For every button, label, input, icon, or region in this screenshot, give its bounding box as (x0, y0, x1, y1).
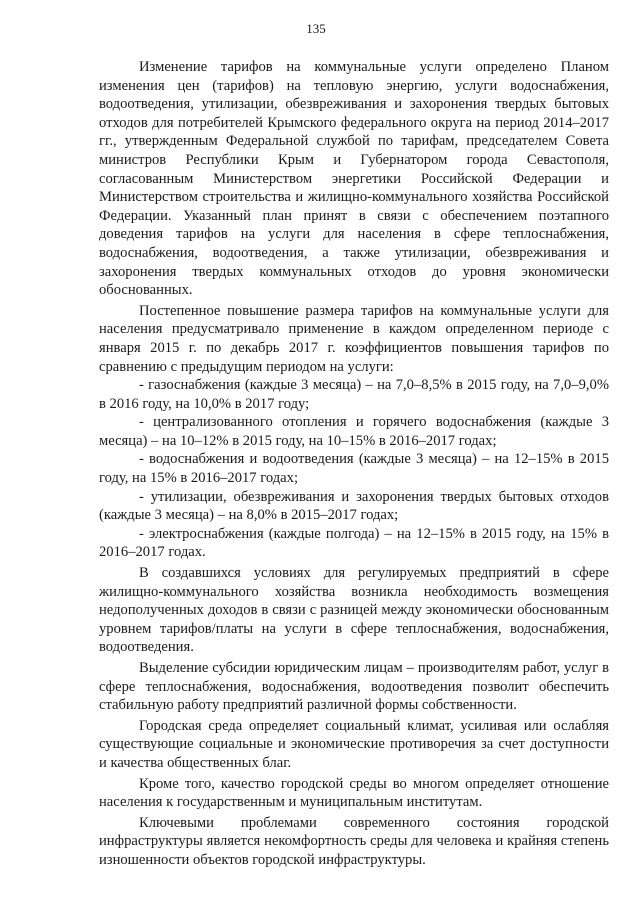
document-body (99, 58, 609, 870)
paragraph-tariff-plan: Изменение тарифов на коммунальные услуги определено Планом изменения цен (тарифов) на тепловую энергию, услуги водоснабжения, водоотведения, утилизации, обезвреживания и захоронения твердых бытовых отходов для потребителей Крымского федерального округа на период 2014–2017 гг., утвержденным Федеральной службой по тарифам, председателем Совета министров Республики Крым и Губернатором города Севастополя, согласованным Министерством энергетики Российской Федерации и Министерством строительства и жилищно-коммунального хозяйства Российской Федерации. Указанный план принят в связи с обеспечением поэтапного доведения тарифов на услуги для населения в сфере теплоснабжения, водоснабжения, водоотведения, а также утилизации, обезвреживания и захоронения твердых коммунальных отходов до уровня экономически обоснованных. (99, 59, 609, 299)
list-item-water: - водоснабжения и водоотведения (каждые 3 месяца) – на 12–15% в 2015 году, на 15% в 2016–2017 годах; (99, 451, 609, 487)
list-item-waste: - утилизации, обезвреживания и захоронения твердых бытовых отходов (каждые 3 месяца) – на 8,0% в 2015–2017 годах; (99, 488, 609, 524)
page-number: 135 (306, 21, 326, 36)
list-item-electricity: - электроснабжения (каждые полгода) – на 12–15% в 2015 году, на 15% в 2016–2017 годах. (99, 525, 609, 561)
paragraph-tariff-increase: Постепенное повышение размера тарифов на коммунальные услуги для населения предусматривало применение в каждом определенном периоде с января 2015 г. по декабрь 2017 г. коэффициентов повышения тарифов по сравнению с предыдущим периодом на услуги: (99, 302, 609, 375)
list-item-heating: - централизованного отопления и горячего водоснабжения (каждые 3 месяца) – на 10–12% в 2015 году, на 10–15% в 2016–2017 годах; (99, 414, 609, 449)
paragraph-urban-environment: Городская среда определяет социальный климат, усиливая или ослабляя существующие социальные и экономические противоречия за счет доступности и качества общественных благ. (99, 717, 609, 771)
paragraph-key-problems: Ключевыми проблемами современного состояния городской инфраструктуры является некомфортность среды для человека и крайняя степень изношенности объектов городской инфраструктуры. (99, 814, 609, 868)
list-item-gas: - газоснабжения (каждые 3 месяца) – на 7,0–8,5% в 2015 году, на 7,0–9,0% в 2016 году, на 10,0% в 2017 году; (99, 377, 609, 412)
paragraph-compensation: В создавшихся условиях для регулируемых предприятий в сфере жилищно-коммунального хозяйства возникла необходимость возмещения недополученных доходов в связи с разницей между экономически обоснованным уровнем тарифов/платы на услуги в сфере теплоснабжения, водоснабжения, водоотведения. (99, 565, 609, 656)
paragraph-urban-quality: Кроме того, качество городской среды во многом определяет отношение населения к государственным и муниципальным институтам. (99, 775, 609, 811)
paragraph-subsidy: Выделение субсидии юридическим лицам – производителям работ, услуг в сфере теплоснабжения, водоснабжения, водоотведения позволит обеспечить стабильную работу предприятий различной формы собственности. (99, 660, 609, 714)
